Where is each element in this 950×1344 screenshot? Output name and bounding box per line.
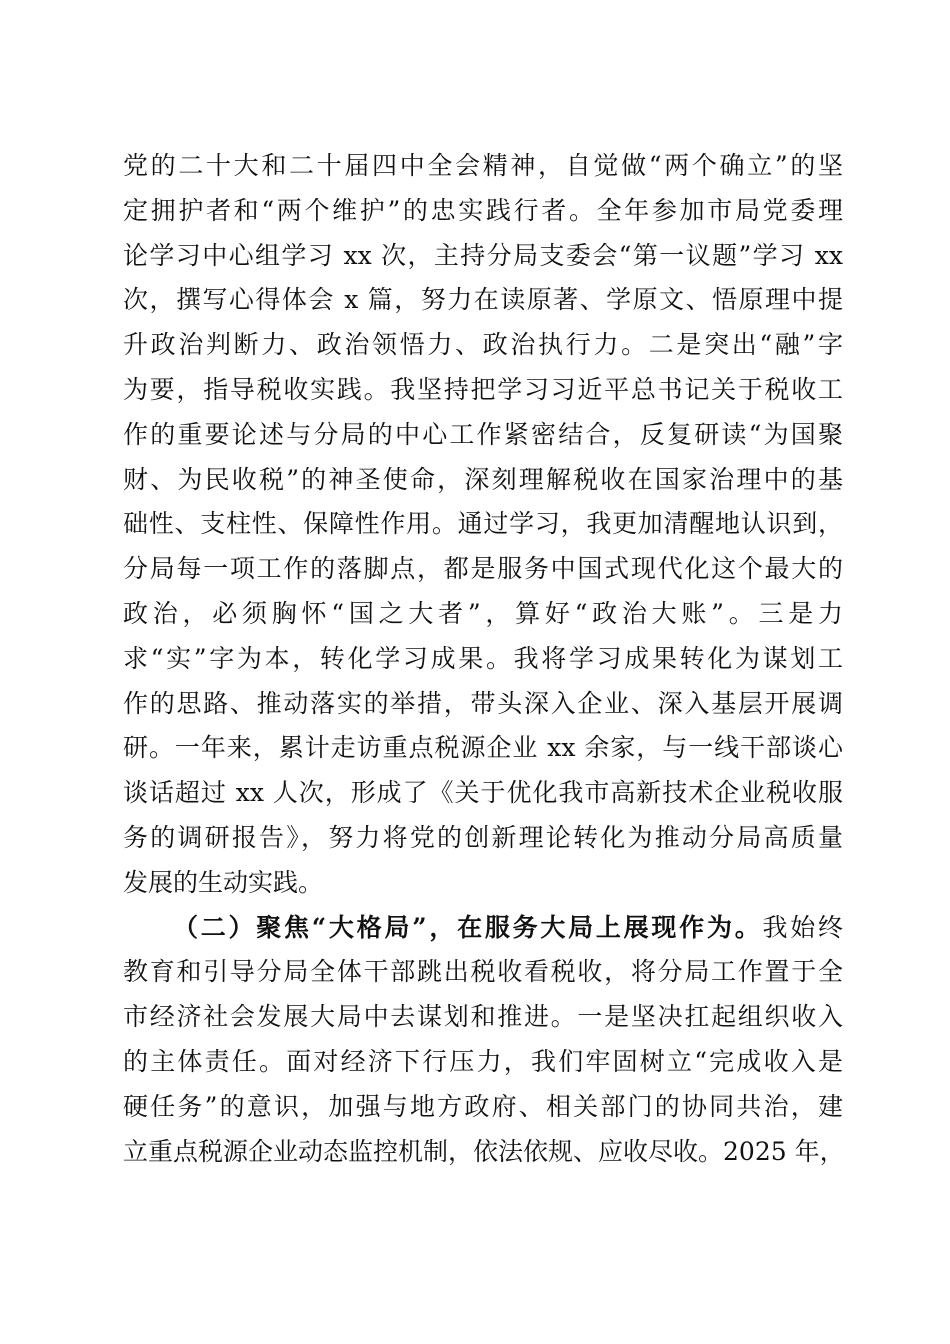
text-line: 发展的生动实践。: [123, 867, 324, 897]
text-line: 务的调研报告》，努力将党的创新理论转化为推动分局高质量: [123, 822, 843, 852]
section-heading-line: [123, 906, 843, 951]
text-line: 立重点税源企业动态监控机制，依法依规、应收尽收。2025 年，: [123, 1136, 845, 1166]
text-line: 作的重要论述与分局的中心工作紧密结合，反复研读“为国聚: [123, 419, 843, 449]
text-line: 党的二十大和二十届四中全会精神，自觉做“两个确立”的坚: [123, 151, 843, 180]
text-line: 硬任务”的意识，加强与地方政府、相关部门的协同共治，建: [123, 1091, 843, 1121]
text-line: 的主体责任。面对经济下行压力，我们牢固树立“完成收入是: [123, 1046, 843, 1076]
text-line: 论学习中心组学习 xx 次，主持分局支委会“第一议题”学习 xx: [123, 240, 843, 270]
text-line: 政治，必须胸怀“国之大者”，算好“政治大账”。三是力: [123, 598, 843, 628]
section-heading: （二）聚焦“大格局”，在服务大局上展现作为。: [173, 912, 763, 942]
text-line: 教育和引导分局全体干部跳出税收看税收，将分局工作置于全: [123, 957, 843, 987]
text-line: 研。一年来，累计走访重点税源企业 xx 余家，与一线干部谈心: [123, 733, 843, 763]
text-line: 升政治判断力、政治领悟力、政治执行力。二是突出“融”字: [123, 330, 843, 360]
text-line: 次，撰写心得体会 x 篇，努力在读原著、学原文、悟原理中提: [123, 285, 843, 315]
text-line: 作的思路、推动落实的举措，带头深入企业、深入基层开展调: [123, 688, 843, 718]
text-line: 础性、支柱性、保障性作用。通过学习，我更加清醒地认识到，: [123, 509, 843, 539]
text-line: 谈话超过 xx 人次，形成了《关于优化我市高新技术企业税收服: [123, 778, 843, 808]
text-line: 为要，指导税收实践。我坚持把学习习近平总书记关于税收工: [123, 374, 843, 404]
text-line: 分局每一项工作的落脚点，都是服务中国式现代化这个最大的: [123, 554, 843, 584]
section-heading-tail: 我始终: [762, 912, 843, 942]
text-line: 定拥护者和“两个维护”的忠实践行者。全年参加市局党委理: [123, 195, 843, 225]
text-line: 求“实”字为本，转化学习成果。我将学习成果转化为谋划工: [123, 643, 843, 673]
text-line: 市经济社会发展大局中去谋划和推进。一是坚决扛起组织收入: [123, 1002, 843, 1032]
body-text: [123, 144, 843, 1174]
text-line: 财、为民收税”的神圣使命，深刻理解税收在国家治理中的基: [123, 464, 843, 494]
